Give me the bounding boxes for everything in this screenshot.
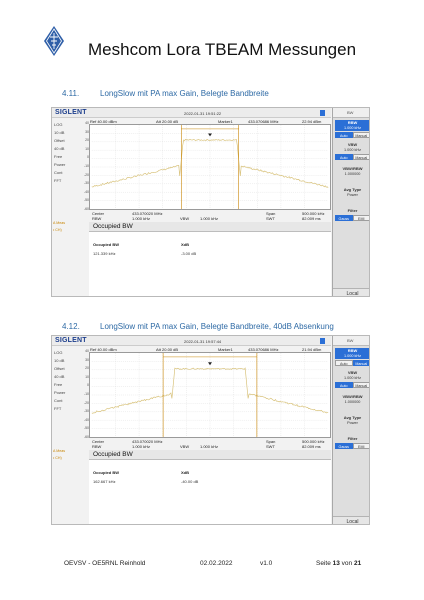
rbw-value: 1.000 kHz <box>132 444 151 449</box>
spectrum-plot <box>89 124 331 210</box>
param-item: Cont <box>54 398 63 403</box>
marker-line: • CH) <box>53 228 62 232</box>
manual-option[interactable]: Manual <box>353 154 371 160</box>
filter-softkey[interactable] <box>335 436 370 449</box>
y-tick-label: 0 <box>87 383 89 388</box>
vbw-value: 1.000 kHz <box>200 444 219 449</box>
marker-line: • CH) <box>53 456 62 460</box>
y-tick-label: -60 <box>83 207 89 211</box>
avg-type-softkey[interactable] <box>335 187 370 198</box>
manual-option[interactable]: Manual <box>353 382 371 388</box>
measurement-result <box>89 450 331 525</box>
marker-block <box>53 220 65 234</box>
y-tick-label: 40 <box>85 349 89 353</box>
y-tick-label: 10 <box>85 374 89 379</box>
xdb-value: -3.00 dB <box>181 251 197 256</box>
avg-type-value: Power <box>347 421 358 425</box>
vbw-rbw-value: 1.000000 <box>344 172 361 176</box>
panel-title: BW <box>347 110 354 115</box>
brand-logo: SIGLENT <box>55 109 87 116</box>
rbw-title: RBW <box>335 120 370 126</box>
footer-author: OEVSV - OE5RNL Reinhold <box>64 560 146 567</box>
section-heading <box>62 89 269 98</box>
param-item: 10 dB <box>54 130 65 135</box>
y-tick-label: -50 <box>83 198 89 203</box>
manual-option[interactable]: Manual <box>353 132 371 138</box>
rbw-label: RBW <box>92 216 102 221</box>
filter-title: Filter <box>347 208 358 213</box>
param-item: FFT <box>54 406 62 411</box>
auto-option[interactable]: Auto <box>335 382 353 388</box>
sweep-time-value: 82.009 ms <box>302 444 321 449</box>
span-label: Span <box>266 439 276 444</box>
measurement-result <box>89 222 331 297</box>
auto-option[interactable]: Auto <box>335 360 353 366</box>
occupied-bw-value: 162.667 kHz <box>93 479 116 484</box>
y-tick-label: 40 <box>85 121 89 125</box>
analyzer-datetime: 2022-01-31 19:51:22 <box>184 111 222 116</box>
vbw-setting: 1.000 kHz <box>343 148 362 152</box>
attenuation: Att 20.00 dB <box>156 347 179 352</box>
param-item: Offset <box>54 366 65 371</box>
auto-option[interactable]: Auto <box>335 154 353 160</box>
footer-page-number <box>316 560 361 567</box>
avg-type-title: Avg Type <box>343 415 362 420</box>
softkey-panel <box>332 108 370 297</box>
span-label: Span <box>266 211 276 216</box>
xdb-label: XdB <box>181 470 189 475</box>
occupied-bw-value: 121.339 kHz <box>93 251 116 256</box>
rbw-label: RBW <box>92 444 102 449</box>
panel-title-bar <box>333 108 370 118</box>
param-item: 40 dB <box>54 374 65 379</box>
marker-line: A Meas <box>53 449 65 453</box>
y-tick-label: 30 <box>85 357 89 362</box>
center-label: Center <box>92 211 105 216</box>
peak-marker-icon <box>208 133 212 136</box>
y-tick-label: -20 <box>83 172 89 177</box>
section-number: 4.11. <box>62 89 80 98</box>
section-title: LongSlow mit PA max Gain, Belegte Bandbreite <box>100 89 269 98</box>
vbw-value: 1.000 kHz <box>200 216 219 221</box>
rbw-setting: 1.000 kHz <box>335 126 370 131</box>
auto-option[interactable]: Auto <box>335 132 353 138</box>
section-heading <box>62 322 334 331</box>
marker-line: A Meas <box>53 221 65 225</box>
panel-title-bar <box>333 336 370 346</box>
y-tick-label: -50 <box>83 426 89 431</box>
rbw-mode-toggle[interactable] <box>335 360 370 366</box>
vbw-setting: 1.000 kHz <box>343 376 362 380</box>
param-item: LOG <box>54 350 63 355</box>
center-label: Center <box>92 439 105 444</box>
status-icon <box>320 338 325 344</box>
status-icon <box>320 110 325 116</box>
marker-level: 21.94 dBm <box>302 347 322 352</box>
y-tick-label: 20 <box>85 138 89 143</box>
local-status: Local <box>346 291 359 297</box>
xdb-value: -40.00 dB <box>181 479 199 484</box>
vbw-title: VBW <box>347 142 358 147</box>
analyzer-top-bar <box>52 108 331 118</box>
rbw-value: 1.000 kHz <box>132 216 151 221</box>
occupied-bw-label: Occupied BW <box>93 470 120 475</box>
trace-parameters <box>54 349 88 413</box>
occupied-bw-label: Occupied BW <box>93 242 120 247</box>
vbw-mode-toggle[interactable] <box>335 154 370 160</box>
param-item: Power <box>54 162 66 167</box>
span-value: 500.000 kHz <box>302 211 325 216</box>
y-tick-label: 10 <box>85 146 89 151</box>
section-title: LongSlow mit PA max Gain, Belegte Bandbreite, 40dB Absenkung <box>100 322 334 331</box>
emi-option[interactable]: EMI <box>353 215 371 221</box>
y-tick-label: -30 <box>83 409 89 414</box>
y-tick-label: -40 <box>83 189 89 194</box>
filter-toggle[interactable] <box>335 215 370 221</box>
param-item: Cont <box>54 170 63 175</box>
param-item: LOG <box>54 122 63 127</box>
param-item: Free <box>54 154 63 159</box>
rbw-mode-toggle[interactable] <box>335 132 370 138</box>
footer-date: 02.02.2022 <box>200 560 233 567</box>
vbw-rbw-softkey[interactable] <box>335 394 370 405</box>
local-status: Local <box>346 519 359 525</box>
rbw-title: RBW <box>335 348 370 354</box>
vbw-softkey[interactable] <box>335 370 370 388</box>
y-tick-label: -10 <box>83 164 89 168</box>
brand-logo: SIGLENT <box>55 337 87 344</box>
marker-label: Marker1 <box>218 347 233 352</box>
y-tick-label: -10 <box>83 392 89 396</box>
page-prefix: Seite <box>316 560 333 567</box>
section-number: 4.12. <box>62 322 80 331</box>
avg-type-value: Power <box>347 193 358 197</box>
param-item: Power <box>54 390 66 395</box>
center-frequency: 433.070020 MHz <box>132 439 163 444</box>
vbw-rbw-title: VBW/RBW <box>342 166 363 171</box>
current-page: 13 <box>332 560 340 567</box>
document-title: Meshcom Lora TBEAM Messungen <box>88 40 357 59</box>
xdb-label: XdB <box>181 242 189 247</box>
y-tick-label: -20 <box>83 400 89 405</box>
marker-frequency: 433.070686 MHz <box>248 347 279 352</box>
analyzer-datetime: 2022-01-31 19:57:44 <box>184 339 222 344</box>
manual-option[interactable]: Manual <box>353 360 371 366</box>
span-value: 500.000 kHz <box>302 439 325 444</box>
vbw-rbw-title: VBW/RBW <box>342 394 363 399</box>
marker-label: Marker1 <box>218 119 233 124</box>
param-item: Free <box>54 382 63 387</box>
panel-status <box>333 288 370 297</box>
filter-toggle[interactable] <box>335 443 370 449</box>
vbw-title: VBW <box>347 370 358 375</box>
vbw-label: VBW <box>180 216 190 221</box>
y-tick-label: -60 <box>83 435 89 439</box>
emi-option[interactable]: EMI <box>353 443 371 449</box>
sweep-time-value: 82.009 ms <box>302 216 321 221</box>
result-title: Occupied BW <box>93 451 133 458</box>
total-pages: 21 <box>353 560 362 567</box>
panel-title: BW <box>347 338 354 343</box>
vbw-label: VBW <box>180 444 190 449</box>
panel-status <box>333 516 370 525</box>
spectrum-analyzer-screenshot <box>51 335 370 525</box>
analyzer-top-bar <box>52 336 331 346</box>
page-mid: von <box>339 560 354 567</box>
filter-title: Filter <box>347 436 358 441</box>
avg-type-title: Avg Type <box>343 187 362 192</box>
param-item: 40 dB <box>54 146 65 151</box>
vbw-mode-toggle[interactable] <box>335 382 370 388</box>
gauss-option[interactable]: Gauss <box>335 443 353 449</box>
rbw-softkey[interactable] <box>335 348 370 366</box>
vbw-softkey[interactable] <box>335 142 370 160</box>
filter-softkey[interactable] <box>335 208 370 221</box>
marker-level: 22.94 dBm <box>302 119 322 124</box>
param-item: FFT <box>54 178 62 183</box>
oevsv-diamond-logo-icon <box>44 26 64 56</box>
gauss-option[interactable]: Gauss <box>335 215 353 221</box>
vbw-rbw-value: 1.000000 <box>344 400 361 404</box>
result-header <box>89 222 331 232</box>
result-header <box>89 450 331 460</box>
vbw-rbw-softkey[interactable] <box>335 166 370 177</box>
attenuation: Att 20.00 dB <box>156 119 179 124</box>
y-tick-label: 30 <box>85 129 89 134</box>
ref-level: Ref 40.00 dBm <box>90 347 117 352</box>
rbw-setting: 1.000 kHz <box>335 354 370 359</box>
result-title: Occupied BW <box>93 223 133 230</box>
marker-frequency: 433.070686 MHz <box>248 119 279 124</box>
sweep-time-label: SWT <box>266 216 275 221</box>
ref-level: Ref 40.00 dBm <box>90 119 117 124</box>
peak-marker-icon <box>208 362 212 365</box>
trace-parameters <box>54 121 88 185</box>
rbw-softkey[interactable] <box>335 120 370 138</box>
param-item: 10 dB <box>54 358 65 363</box>
y-tick-label: -40 <box>83 417 89 422</box>
softkey-panel <box>332 336 370 525</box>
avg-type-softkey[interactable] <box>335 415 370 426</box>
y-tick-label: 0 <box>87 155 89 160</box>
spectrum-analyzer-screenshot <box>51 107 370 297</box>
spectrum-plot <box>89 352 331 438</box>
param-item: Offset <box>54 138 65 143</box>
footer-version: v1.0 <box>260 560 273 567</box>
y-tick-label: -30 <box>83 181 89 186</box>
marker-block <box>53 448 65 462</box>
y-tick-label: 20 <box>85 366 89 371</box>
center-frequency: 433.070020 MHz <box>132 211 163 216</box>
sweep-time-label: SWT <box>266 444 275 449</box>
